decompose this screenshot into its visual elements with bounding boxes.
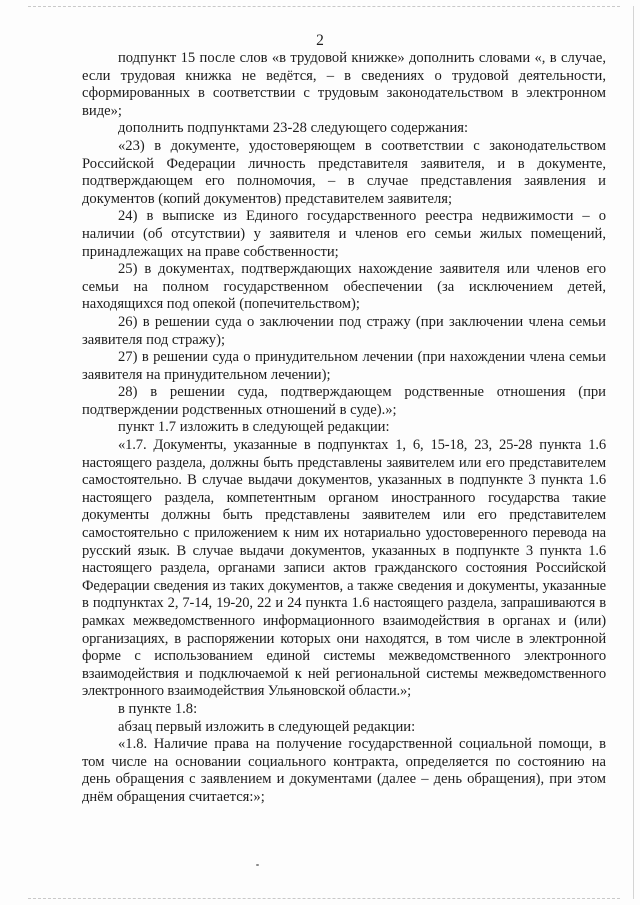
paragraph-item-23: «23) в документе, удостоверяющем в соответствии с законодательством Российской Федерации личность представителя заявителя, и в документе, подтверждающем его полномочия, – в случае представления заявления и документов (копий документов) представителем заявителя; xyxy=(82,137,606,207)
paragraph-point-1-8-text: «1.8. Наличие права на получение государственной социальной помощи, в том числе на основании социального контракта, определяется по состоянию на день обращения с заявлением и документами (далее – день обращения), при этом днём обращения считается:»; xyxy=(82,736,606,805)
page-right-edge xyxy=(633,6,634,899)
page-bottom-edge xyxy=(28,898,620,899)
paragraph-point-1-7-text: «1.7. Документы, указанные в подпунктах 1, 6, 15-18, 23, 25-28 пункта 1.6 настоящего раздела, должны быть представлены заявителем или его представителем самостоятельно. В случае выдачи документов, указанных в подпункте 3 пункта 1.6 настоящего раздела, компетентным органом иностранного государства такие документы должны быть представлены заявителем или его представителем самостоятельно с приложением к ним их нотариально удостоверенного перевода на русский язык. В случае выдачи документов, указанных в подпункте 3 пункта 1.6 настоящего раздела, органами записи актов гражданского состояния Российской Федерации сведения из таких документов, а также сведения и документы, указанные в подпунктах 2, 7-14, 19-20, 22 и 24 пункта 1.6 настоящего раздела, запрашиваются в рамках межведомственного информационного взаимодействия в органах и (или) организациях, в распоряжении которых они находятся, в том числе в электронной форме с использованием единой системы межведомственного электронного взаимодействия и подключаемой к ней региональной системы межведомственного электронного взаимодействия Ульяновской области.»; xyxy=(82,437,606,700)
document-body xyxy=(82,50,606,807)
paragraph-subpoint-15: подпункт 15 после слов «в трудовой книжке» дополнить словами «, в случае, если трудовая книжка не ведётся, – в сведениях о трудовой деятельности, сформированных в соответствии с трудовым законодательством в электронном виде»; xyxy=(82,50,606,119)
scan-speck xyxy=(256,864,259,866)
paragraph-item-28: 28) в решении суда, подтверждающем родственные отношения (при подтверждении родственных отношений в суде).»; xyxy=(82,384,606,418)
page-number: 2 xyxy=(316,32,324,49)
paragraph-item-26: 26) в решении суда о заключении под стражу (при заключении члена семьи заявителя под стражу); xyxy=(82,313,606,348)
paragraph-add-subpoints: дополнить подпунктами 23-28 следующего содержания: xyxy=(118,120,469,137)
paragraph-item-27: 27) в решении суда о принудительном лечении (при нахождении члена семьи заявителя на принудительном лечении); xyxy=(82,349,606,383)
paragraph-first-abzac: абзац первый изложить в следующей редакции: xyxy=(118,718,416,735)
paragraph-point-1-7-intro: пункт 1.7 изложить в следующей редакции: xyxy=(118,419,390,436)
paragraph-item-24: 24) в выписке из Единого государственного реестра недвижимости – о наличии (об отсутствии) у заявителя и членов его семьи жилых помещений, принадлежащих на праве собственности; xyxy=(82,208,606,260)
page-top-edge xyxy=(28,6,620,7)
paragraph-point-1-8-intro: в пункте 1.8: xyxy=(118,700,198,717)
paragraph-item-25: 25) в документах, подтверждающих нахождение заявителя или членов его семьи на полном государственном обеспечении (за исключением детей, находящихся под опекой (попечительством); xyxy=(82,261,606,313)
